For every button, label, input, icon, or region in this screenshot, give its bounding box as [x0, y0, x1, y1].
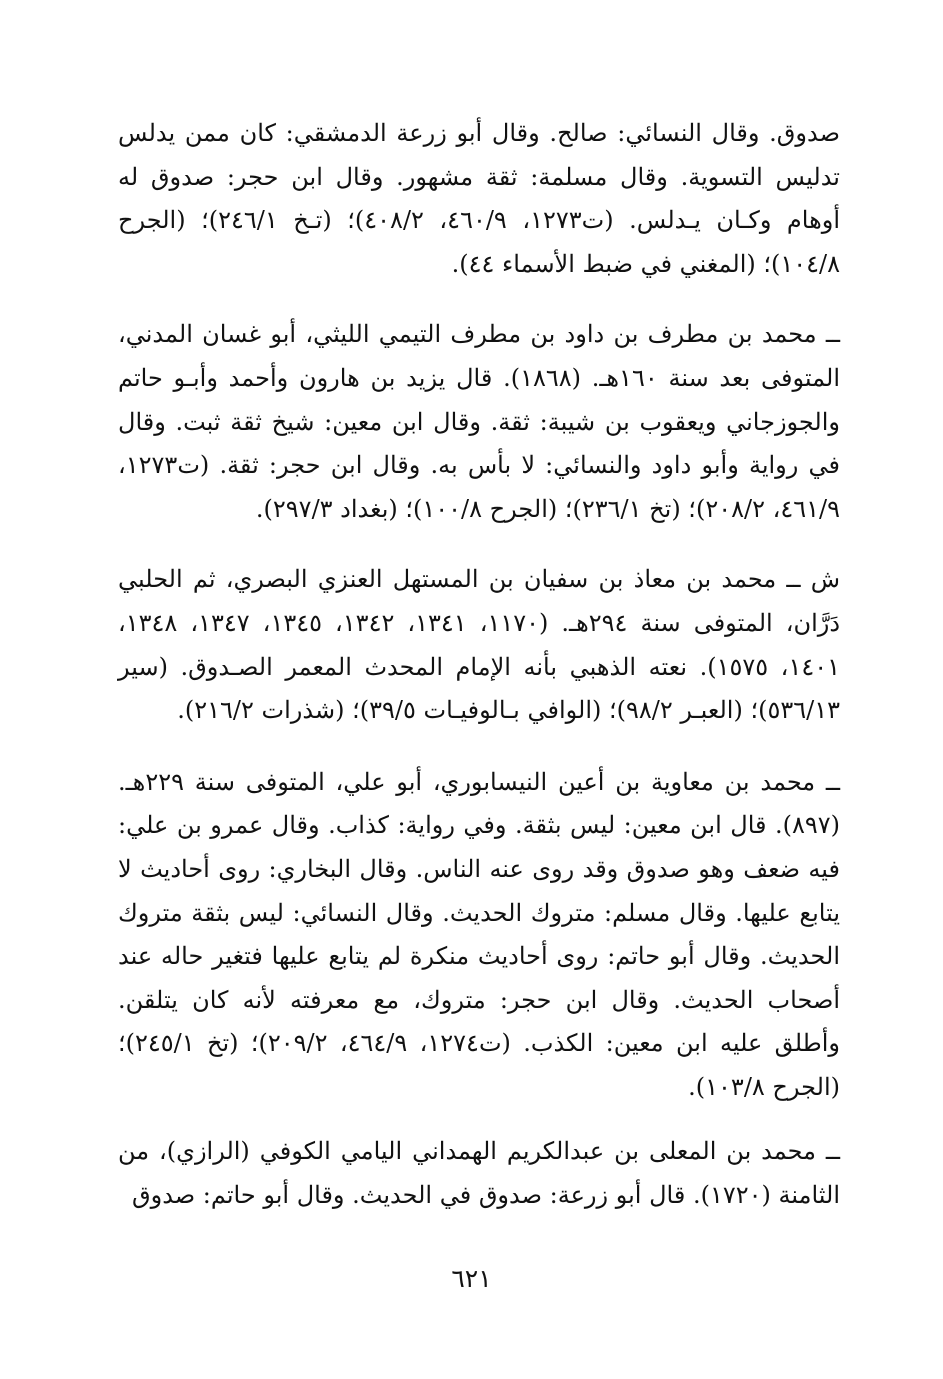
biography-entry: ش ــ محمد بن معاذ بن سفيان بن المستهل العنزي البصري، ثم الحلبي دَرَّان، المتوفى سنة ٢٩٤هـ. (١١٧٠، ١٣٤١، ١٣٤٢، ١٣٤٥، ١٣٤٧، ١٣٤٨، ١٤٠١، ١٥٧٥). نعته الذهبي بأنه الإمام المحدث المعمر الصـدوق. (سير ٥٣٦/١٣)؛ (العبـر ٩٨/٢)؛ (الوافي بـالوفيـات ٣٩/٥)؛ (شذرات ٢١٦/٢).: [118, 565, 841, 725]
biography-entry: ــ محمد بن معاوية بن أعين النيسابوري، أبو علي، المتوفى سنة ٢٢٩هـ. (٨٩٧). قال ابن معين: ليس بثقة. وفي رواية: كذاب. وقال عمرو بن علي: فيه ضعف وهو صدوق وقد روى عنه الناس. وقال البخاري: روى أحاديث لا يتابع عليها. وقال مسلم: متروك الحديث. وقال النسائي: ليس بثقة متروك الحديث. وقال أبو حاتم: روى أحاديث منكرة لم يتابع عليها فتغير حاله عند أصحاب الحديث. وقال ابن حجر: متروك، مع معرفته لأنه كان يتلقن. وأطلق عليه ابن معين: الكذب. (ت١٢٧٤، ٤٦٤/٩، ٢٠٩/٢)؛ (تخ ٢٤٥/١)؛ (الجرح ١٠٣/٨).: [118, 767, 841, 1101]
page-number: ٦٢١: [451, 1264, 492, 1293]
biography-entry: ــ محمد بن المعلى بن عبدالكريم الهمداني اليامي الكوفي (الرازي)، من الثامنة (١٧٢٠). قال أبو زرعة: صدوق في الحديث. وقال أبو حاتم: صدوق: [118, 1137, 840, 1210]
biography-entry: صدوق. وقال النسائي: صالح. وقال أبو زرعة الدمشقي: كان ممن يدلس تدليس التسوية. وقال مسلمة: ثقة مشهور. وقال ابن حجر: صدوق له أوهام وكـان يـدلس. (ت١٢٧٣، ٤٦٠/٩، ٤٠٨/٢)؛ (تـخ ٢٤٦/١)؛ (الجرح ١٠٤/٨)؛ (المغني في ضبط الأسماء ٤٤).: [118, 119, 840, 278]
biography-entry: ــ محمد بن مطرف بن داود بن مطرف التيمي الليثي، أبو غسان المدني، المتوفى بعد سنة ١٦٠هـ. (١٨٦٨). قال يزيد بن هارون وأحمد وأبـو حاتم والجوزجاني ويعقوب بن شيبة: ثقة. وقال ابن معين: شيخ ثقة ثبت. وقال في رواية وأبو داود والنسائي: لا بأس به. وقال ابن حجر: ثقة. (ت١٢٧٣، ٤٦١/٩، ٢٠٨/٢)؛ (تخ ٢٣٦/١)؛ (الجرح ١٠٠/٨)؛ (بغداد ٢٩٧/٣).: [118, 320, 840, 523]
page-body: [118, 112, 840, 1241]
